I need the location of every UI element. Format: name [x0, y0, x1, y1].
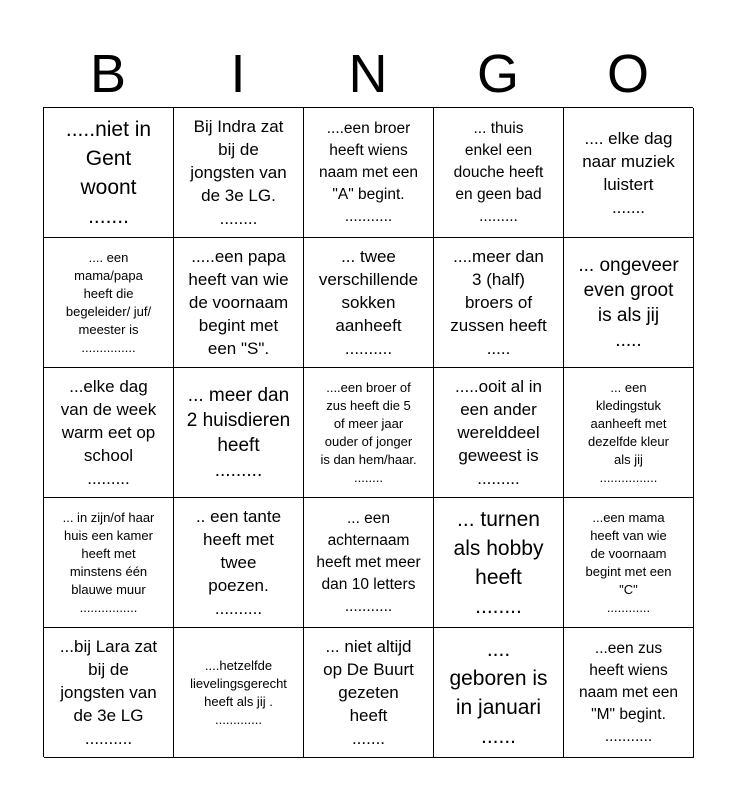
bingo-cell[interactable] [564, 368, 694, 498]
cell-text: .....ooit al in een ander werelddeel geweest is ......... [455, 377, 542, 488]
bingo-cell[interactable] [304, 108, 434, 238]
bingo-cell[interactable] [564, 498, 694, 628]
bingo-cell[interactable] [174, 108, 304, 238]
bingo-cell[interactable] [304, 498, 434, 628]
bingo-cell[interactable] [304, 368, 434, 498]
cell-text: .... een mama/papa heeft die begeleider/ juf/ meester is ............... [65, 249, 152, 355]
bingo-cell[interactable] [434, 368, 564, 498]
bingo-cell[interactable] [174, 498, 304, 628]
bingo-cell[interactable] [44, 238, 174, 368]
cell-text: ... een achternaam heeft met meer dan 10 letters ........... [316, 509, 421, 615]
cell-text: ....hetzelfde lievelingsgerecht heeft als jij . ............. [190, 657, 287, 727]
cell-text: ... meer dan 2 huisdieren heeft ......... [186, 384, 291, 481]
bingo-cell[interactable] [434, 498, 564, 628]
cell-text: ... twee verschillende sokken aanheeft .......... [318, 247, 419, 358]
cell-text: ... ongeveer even groot is als jij ..... [578, 254, 679, 351]
cell-text: .....niet in Gent woont ....... [65, 117, 152, 228]
cell-text: ... niet altijd op De Buurt gezeten heeft ....... [323, 637, 414, 748]
bingo-cell[interactable] [434, 238, 564, 368]
bingo-cell[interactable] [44, 628, 174, 758]
cell-text: .....een papa heeft van wie de voornaam begint met een "S". [188, 247, 289, 358]
cell-text: ...een mama heeft van wie de voornaam begint met een "C" ............ [585, 509, 672, 615]
bingo-cell[interactable] [44, 498, 174, 628]
header-letter-o: O [606, 44, 649, 104]
bingo-cell[interactable] [174, 368, 304, 498]
bingo-cell[interactable] [44, 368, 174, 498]
header-letter-n: N [348, 44, 388, 104]
cell-text: Bij Indra zat bij de jongsten van de 3e LG. ........ [190, 117, 287, 228]
cell-text: ... in zijn/of haar huis een kamer heeft met minstens één blauwe muur ................ [62, 509, 155, 615]
bingo-header [43, 40, 693, 108]
bingo-cell[interactable] [434, 628, 564, 758]
cell-text: ...bij Lara zat bij de jongsten van de 3e LG .......... [59, 637, 158, 748]
header-letter-b: B [89, 44, 127, 104]
cell-text: ... thuis enkel een douche heeft en geen bad ......... [453, 119, 544, 225]
bingo-cell[interactable] [174, 628, 304, 758]
bingo-cell[interactable] [564, 108, 694, 238]
cell-text: ....een broer of zus heeft die 5 of meer jaar ouder of jonger is dan hem/haar. ........ [320, 379, 417, 485]
header-letter-g: G [476, 44, 519, 104]
header-letter-i: I [230, 44, 246, 104]
cell-text: ....een broer heeft wiens naam met een "A" begint. ........... [318, 119, 419, 225]
cell-text: ...elke dag van de week warm eet op school ......... [60, 377, 157, 488]
cell-text: .. een tante heeft met twee poezen. .......... [195, 507, 282, 618]
bingo-cell[interactable] [564, 628, 694, 758]
bingo-cell[interactable] [174, 238, 304, 368]
bingo-cell[interactable] [304, 238, 434, 368]
cell-text: ...een zus heeft wiens naam met een "M" begint. ........... [578, 639, 679, 745]
cell-text: .... elke dag naar muziek luistert ....... [582, 128, 675, 217]
bingo-cell[interactable] [434, 108, 564, 238]
bingo-grid [43, 107, 693, 757]
cell-text: ... turnen als hobby heeft ........ [453, 507, 544, 618]
bingo-cell[interactable] [304, 628, 434, 758]
cell-text: ... een kledingstuk aanheeft met dezelfde kleur als jij ................ [588, 379, 669, 485]
cell-text: .... geboren is in januari ...... [449, 637, 548, 748]
bingo-cell[interactable] [44, 108, 174, 238]
cell-text: ....meer dan 3 (half) broers of zussen heeft ..... [450, 247, 547, 358]
bingo-cell[interactable] [564, 238, 694, 368]
